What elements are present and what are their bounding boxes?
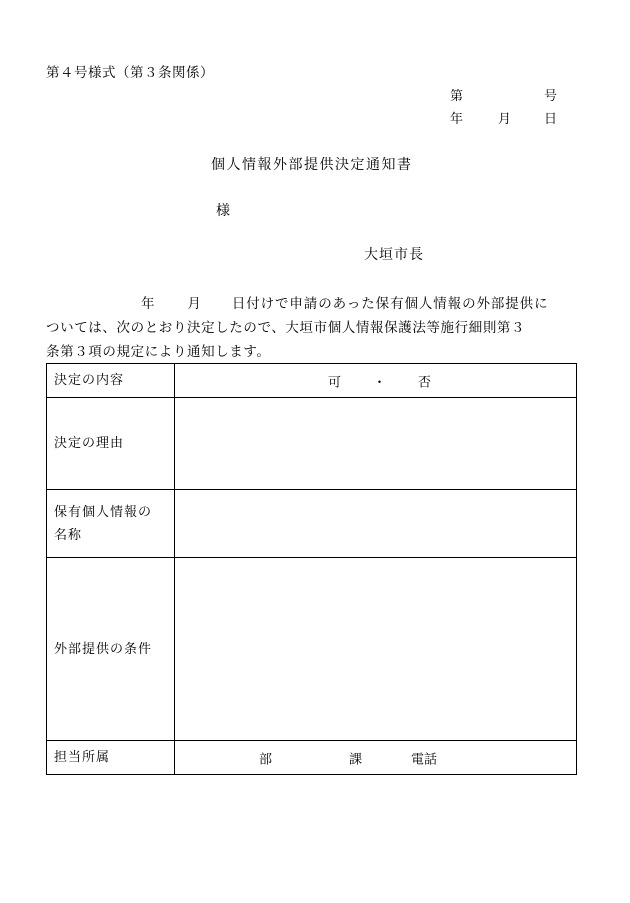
table-row-reason (47, 398, 577, 490)
document-number-suffix: 号 (544, 89, 558, 104)
issue-date-year: 年 (450, 112, 464, 127)
provision-conditions-value (175, 558, 577, 741)
decision-content-label: 決定の内容 (47, 364, 175, 398)
decision-yes: 可 (328, 375, 342, 390)
info-name-label-line1: 保有個人情報の (54, 504, 153, 520)
document-title: 個人情報外部提供決定通知書 (211, 157, 413, 173)
decision-reason-label: 決定の理由 (47, 398, 175, 490)
notice-table (46, 363, 577, 775)
addressee-suffix: 様 (216, 203, 230, 219)
department-label: 担当所属 (47, 741, 175, 775)
info-name-label-line2: 名称 (54, 527, 83, 543)
table-row-info-name (47, 490, 577, 558)
decision-reason-value (175, 398, 577, 490)
body-line-2: ついては、次のとおり決定したので、大垣市個人情報保護法等施行細則第３ (46, 320, 526, 336)
department-ka: 課 (349, 752, 363, 767)
provision-conditions-label: 外部提供の条件 (47, 558, 175, 741)
notice-body (46, 292, 578, 364)
info-name-value (175, 490, 577, 558)
decision-separator: ・ (373, 375, 387, 390)
table-row-department (47, 741, 577, 775)
document-number-prefix: 第 (450, 89, 464, 104)
table-row-decision (47, 364, 577, 398)
issuer-name: 大垣市長 (364, 247, 424, 263)
body-line-1-rest: 日付けで申請のあった保有個人情報の外部提供に (231, 296, 549, 312)
info-name-label (47, 490, 175, 558)
issue-date-month: 月 (498, 112, 512, 127)
department-bu: 部 (259, 752, 273, 767)
department-tel: 電話 (411, 752, 438, 767)
issue-date-day: 日 (544, 112, 558, 127)
decision-content-value (175, 364, 577, 398)
table-row-conditions (47, 558, 577, 741)
form-number-label: 第４号様式（第３条関係） (46, 65, 214, 81)
body-year: 年 (141, 296, 156, 312)
body-month: 月 (187, 296, 202, 312)
body-line-1 (46, 292, 578, 316)
body-line-3: 条第３項の規定により通知します。 (46, 344, 271, 360)
department-value (175, 741, 577, 775)
decision-no: 否 (418, 375, 432, 390)
